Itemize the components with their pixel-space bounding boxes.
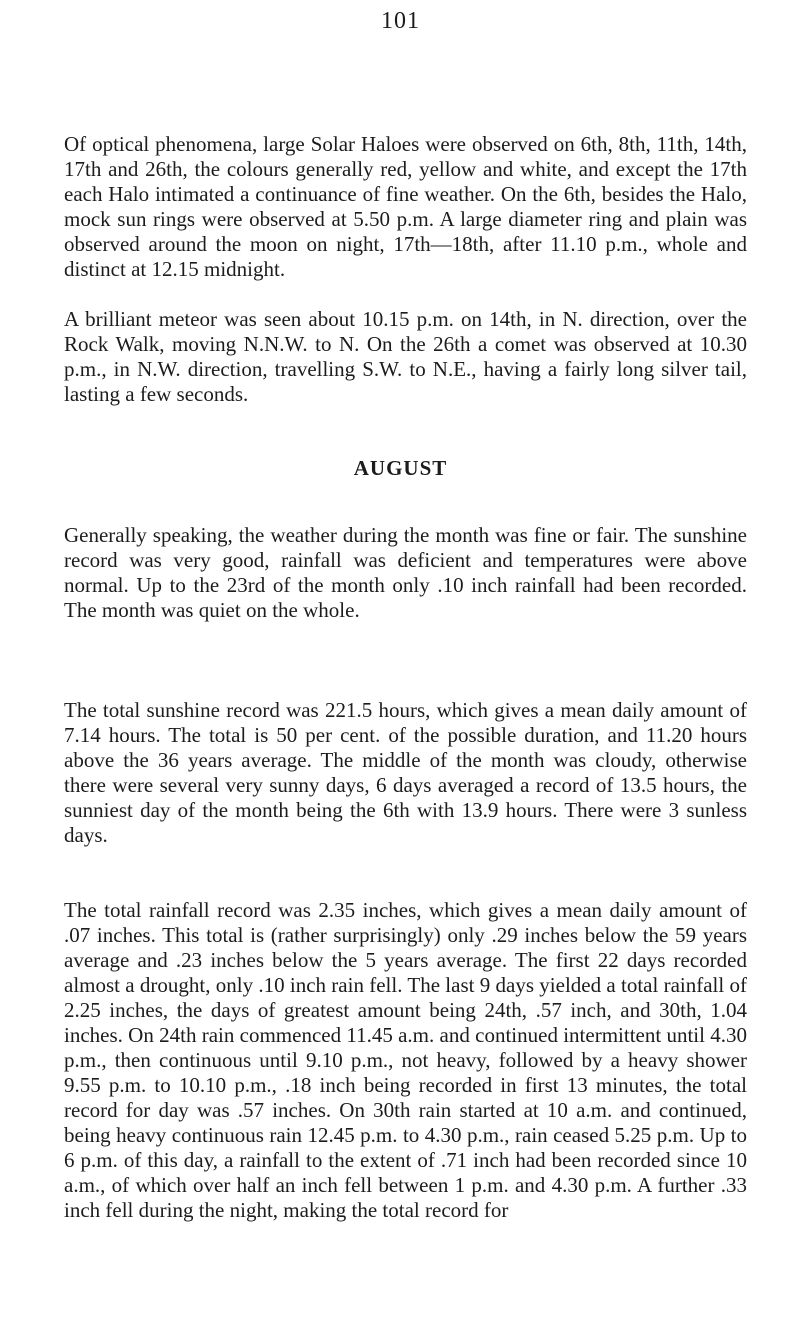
paragraph-sunshine: The total sunshine record was 221.5 hours, which gives a mean daily amount of 7.14 hours. The total is 50 per cent. of the possible duration, and 11.20 hours above the 36 years average. The middle of the month was cloudy, otherwise there were several very sunny days, 6 days averaged a record of 13.5 hours, the sunniest day of the month being the 6th with 13.9 hours. There were 3 sunless days.	[64, 698, 747, 847]
paragraph-meteor-comet: A brilliant meteor was seen about 10.15 p.m. on 14th, in N. direction, over the Rock Walk, moving N.N.W. to N. On the 26th a comet was observed at 10.30 p.m., in N.W. direction, travelling S.W. to N.E., having a fairly long silver tail, lasting a few seconds.	[64, 307, 747, 406]
page-number: 101	[381, 8, 420, 34]
paragraph-general-summary: Generally speaking, the weather during the month was fine or fair. The sunshine record was very good, rainfall was deficient and temperatures were above normal. Up to the 23rd of the month only .10 inch rainfall had been recorded. The month was quiet on the whole.	[64, 523, 747, 622]
paragraph-optical-phenomena: Of optical phenomena, large Solar Haloes were observed on 6th, 8th, 11th, 14th, 17th and 26th, the colours generally red, yellow and white, and except the 17th each Halo intimated a continuance of fine weather. On the 6th, besides the Halo, mock sun rings were observed at 5.50 p.m. A large diameter ring and plain was observed around the moon on night, 17th—18th, after 11.10 p.m., whole and distinct at 12.15 midnight.	[64, 132, 747, 281]
paragraph-rainfall: The total rainfall record was 2.35 inches, which gives a mean daily amount of .07 inches. This total is (rather surprisingly) only .29 inches below the 59 years average and .23 inches below the 5 years average. The first 22 days recorded almost a drought, only .10 inch rain fell. The last 9 days yielded a total rainfall of 2.25 inches, the days of greatest amount being 24th, .57 inch, and 30th, 1.04 inches. On 24th rain commenced 11.45 a.m. and continued intermittent until 4.30 p.m., then continuous until 9.10 p.m., not heavy, followed by a heavy shower 9.55 p.m. to 10.10 p.m., .18 inch being recorded in first 13 minutes, the total record for day was .57 inches. On 30th rain started at 10 a.m. and continued, being heavy continuous rain 12.45 p.m. to 4.30 p.m., rain ceased 5.25 p.m. Up to 6 p.m. of this day, a rainfall to the extent of .71 inch had been recorded since 10 a.m., of which over half an inch fell between 1 p.m. and 4.30 p.m. A further .33 inch fell during the night, making the total record for	[64, 898, 747, 1222]
section-heading-august: AUGUST	[353, 456, 448, 480]
